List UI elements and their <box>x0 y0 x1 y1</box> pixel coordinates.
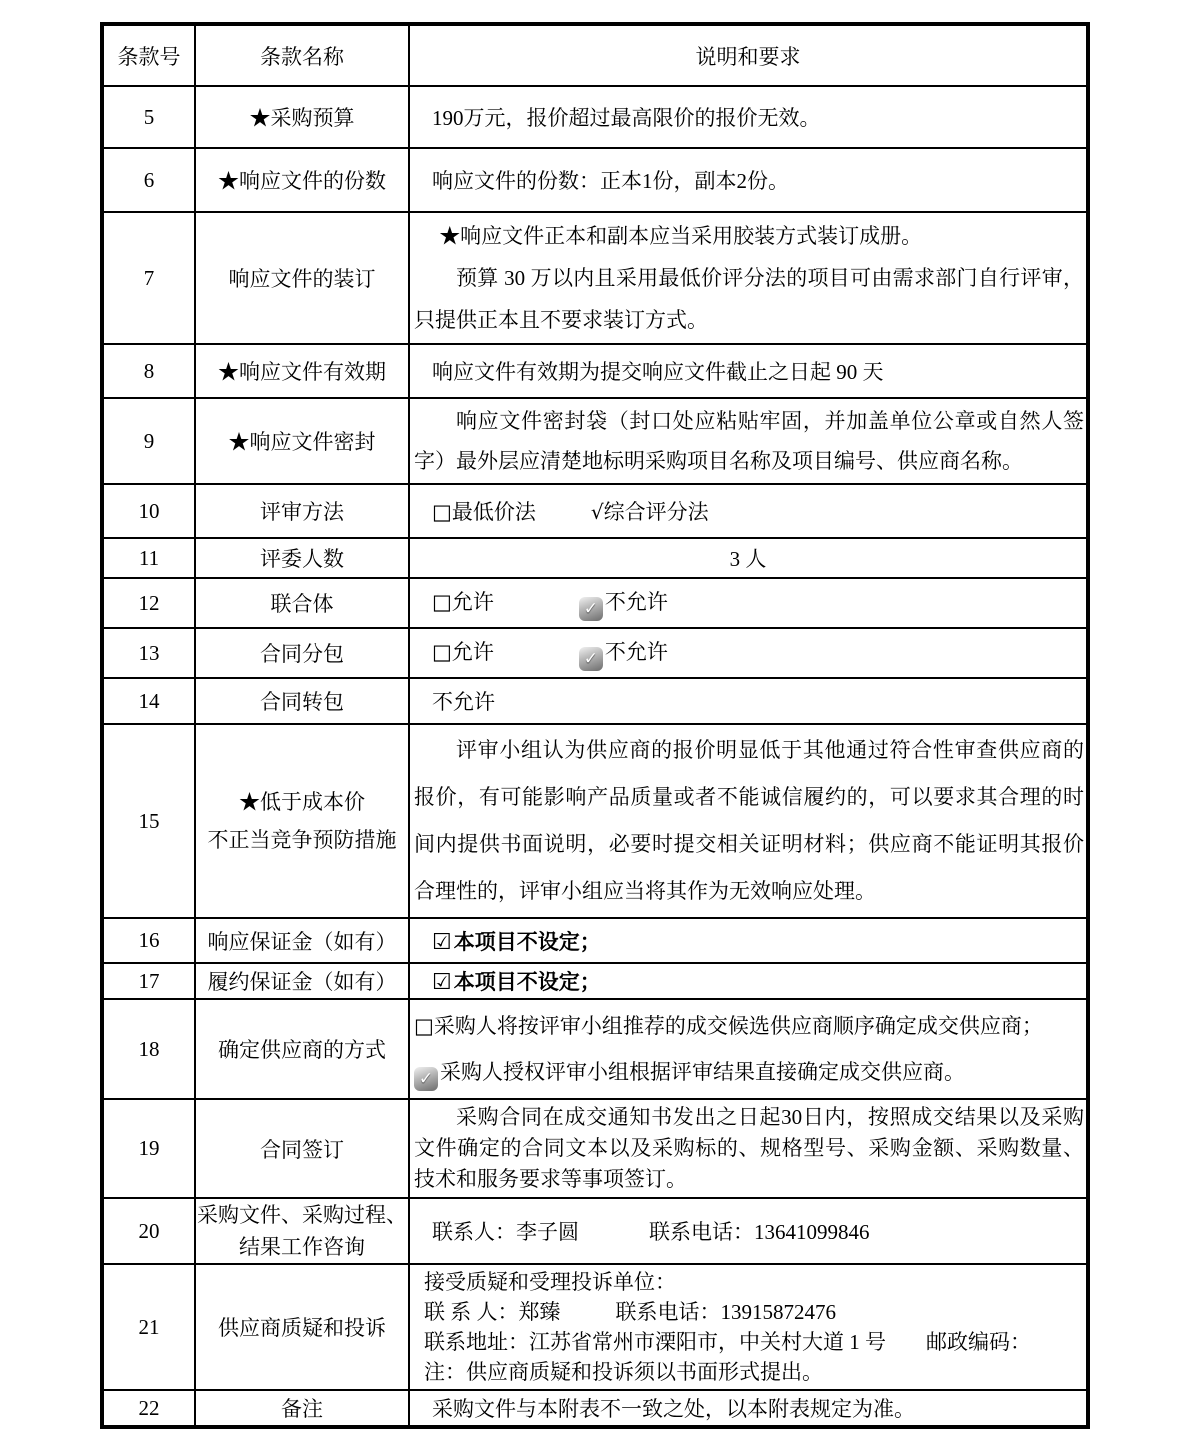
clause-desc: 响应文件有效期为提交响应文件截止之日起 90 天 <box>409 344 1088 398</box>
clause-desc <box>409 1099 1088 1198</box>
checked-checkbox-icon: ✓ <box>414 1067 438 1091</box>
table-row <box>102 678 1088 724</box>
postal-code-label: 邮政编码： <box>926 1330 1031 1354</box>
table-row <box>102 1099 1088 1198</box>
clause-name: 合同转包 <box>195 678 409 724</box>
table-row <box>102 999 1088 1099</box>
unchecked-checkbox-icon: □ <box>432 639 452 664</box>
desc-paragraph: 采购合同在成交通知书发出之日起30日内，按照成交结果以及采购文件确定的合同文本以及采购标的、规格型号、采购金额、采购数量、技术和服务要求等事项签订。 <box>414 1105 1084 1191</box>
table-row <box>102 918 1088 963</box>
desc-paragraph: ★响应文件正本和副本应当采用胶装方式装订成册。 <box>439 224 923 248</box>
clause-name: ★响应文件有效期 <box>195 344 409 398</box>
option-label: 采购人将按评审小组推荐的成交候选供应商顺序确定成交供应商； <box>433 1014 1043 1038</box>
clause-no: 20 <box>102 1198 195 1264</box>
table-row <box>102 398 1088 484</box>
desc-line: 接受质疑和受理投诉单位： <box>424 1270 676 1294</box>
clause-name: ★采购预算 <box>195 86 409 148</box>
clause-no: 11 <box>102 538 195 578</box>
table-row <box>102 484 1088 538</box>
clause-desc: 不允许 <box>409 678 1088 724</box>
clause-desc <box>409 1264 1088 1390</box>
clause-name-line: ★低于成本价 <box>239 790 365 814</box>
contact-person: 联 系 人：郑臻 <box>424 1300 561 1324</box>
option-label: 采购人授权评审小组根据评审结果直接确定成交供应商。 <box>440 1060 965 1084</box>
clause-no: 12 <box>102 578 195 628</box>
clause-name: 评委人数 <box>195 538 409 578</box>
desc-paragraph: 响应文件密封袋（封口处应粘贴牢固，并加盖单位公章或自然人签字）最外层应清楚地标明采购项目名称及项目编号、供应商名称。 <box>414 409 1084 473</box>
desc-paragraph: 评审小组认为供应商的报价明显低于其他通过符合性审查供应商的报价，有可能影响产品质量或者不能诚信履约的，可以要求其合理的时间内提供书面说明，必要时提交相关证明材料；供应商不能证明其报价合理性的，评审小组应当将其作为无效响应处理。 <box>414 738 1084 903</box>
desc-line: 注：供应商质疑和投诉须以书面形式提出。 <box>424 1360 823 1384</box>
table-row <box>102 578 1088 628</box>
desc-line <box>424 1327 1080 1357</box>
contact-phone: 联系电话：13915872476 <box>615 1300 836 1324</box>
clause-desc: 190万元，报价超过最高限价的报价无效。 <box>409 86 1088 148</box>
desc-paragraph: 预算 30 万以内且采用最低价评分法的项目可由需求部门自行评审，只提供正本且不要求装订方式。 <box>414 266 1084 332</box>
clause-desc <box>409 918 1088 963</box>
clause-no: 6 <box>102 148 195 212</box>
table-row <box>102 1198 1088 1264</box>
clause-name-line: 不正当竞争预防措施 <box>207 828 397 852</box>
table-header-row <box>102 24 1088 86</box>
clause-desc <box>409 963 1088 999</box>
clause-name: 评审方法 <box>195 484 409 538</box>
header-clause-no: 条款号 <box>102 24 195 86</box>
contact-phone: 联系电话：13641099846 <box>649 1220 870 1244</box>
table-row <box>102 963 1088 999</box>
table-row <box>102 628 1088 678</box>
clause-no: 13 <box>102 628 195 678</box>
clause-desc: 响应文件的份数：正本1份，副本2份。 <box>409 148 1088 212</box>
table-row <box>102 1390 1088 1427</box>
desc-text: 本项目不设定； <box>453 970 601 994</box>
clause-desc: 3 人 <box>409 538 1088 578</box>
clause-no: 22 <box>102 1390 195 1427</box>
table-row <box>102 344 1088 398</box>
option-label: 允许 <box>451 589 494 614</box>
checked-checkbox-icon: ☑ <box>432 970 452 995</box>
clause-name: 联合体 <box>195 578 409 628</box>
table-row <box>102 538 1088 578</box>
clause-desc <box>409 1198 1088 1264</box>
clause-no: 18 <box>102 999 195 1099</box>
clause-name <box>195 724 409 918</box>
table-row <box>102 212 1088 344</box>
clause-name: 响应保证金（如有） <box>195 918 409 963</box>
check-mark-icon: √ <box>590 500 604 524</box>
clause-no: 5 <box>102 86 195 148</box>
option-label: 不允许 <box>604 589 668 614</box>
clause-name: 合同分包 <box>195 628 409 678</box>
checked-checkbox-icon: ✓ <box>579 597 603 621</box>
clause-desc <box>409 628 1088 678</box>
clause-no: 14 <box>102 678 195 724</box>
checked-checkbox-icon: ✓ <box>579 647 603 671</box>
clause-desc <box>409 999 1088 1099</box>
clause-name: 确定供应商的方式 <box>195 999 409 1099</box>
option-label: 允许 <box>451 639 494 664</box>
desc-paragraph <box>414 1049 1084 1095</box>
clause-no: 17 <box>102 963 195 999</box>
desc-line <box>424 1297 1080 1327</box>
clause-no: 10 <box>102 484 195 538</box>
unchecked-checkbox-icon: □ <box>414 1014 434 1038</box>
contact-person: 联系人：李子圆 <box>432 1220 579 1244</box>
clause-desc <box>409 398 1088 484</box>
clause-name: 履约保证金（如有） <box>195 963 409 999</box>
clause-name: ★响应文件的份数 <box>195 148 409 212</box>
clause-no: 16 <box>102 918 195 963</box>
unchecked-checkbox-icon: □ <box>432 589 452 614</box>
clause-desc <box>409 724 1088 918</box>
clause-desc <box>409 212 1088 344</box>
clause-desc: 采购文件与本附表不一致之处，以本附表规定为准。 <box>409 1390 1088 1427</box>
clause-name: 采购文件、采购过程、结果工作咨询 <box>195 1198 409 1264</box>
checked-checkbox-icon: ☑ <box>432 929 452 955</box>
clause-name: ★响应文件密封 <box>195 398 409 484</box>
clause-no: 15 <box>102 724 195 918</box>
table-row <box>102 86 1088 148</box>
contact-address: 联系地址：江苏省常州市溧阳市，中关村大道 1 号 <box>424 1330 886 1354</box>
clause-no: 9 <box>102 398 195 484</box>
clause-name: 响应文件的装订 <box>195 212 409 344</box>
clause-desc <box>409 484 1088 538</box>
option-label: 综合评分法 <box>603 500 709 524</box>
table-row <box>102 148 1088 212</box>
unchecked-checkbox-icon: □ <box>432 500 452 524</box>
clause-no: 7 <box>102 212 195 344</box>
clause-name: 合同签订 <box>195 1099 409 1198</box>
desc-paragraph <box>414 1003 1084 1049</box>
clause-table <box>100 22 1090 1429</box>
clause-desc <box>409 578 1088 628</box>
option-label: 最低价法 <box>451 500 536 524</box>
clause-no: 8 <box>102 344 195 398</box>
clause-name: 备注 <box>195 1390 409 1427</box>
table-row <box>102 724 1088 918</box>
header-clause-name: 条款名称 <box>195 24 409 86</box>
clause-no: 19 <box>102 1099 195 1198</box>
desc-text: 本项目不设定； <box>453 929 601 954</box>
clause-name: 供应商质疑和投诉 <box>195 1264 409 1390</box>
option-label: 不允许 <box>604 639 668 664</box>
header-description: 说明和要求 <box>409 24 1088 86</box>
table-row <box>102 1264 1088 1390</box>
clause-no: 21 <box>102 1264 195 1390</box>
